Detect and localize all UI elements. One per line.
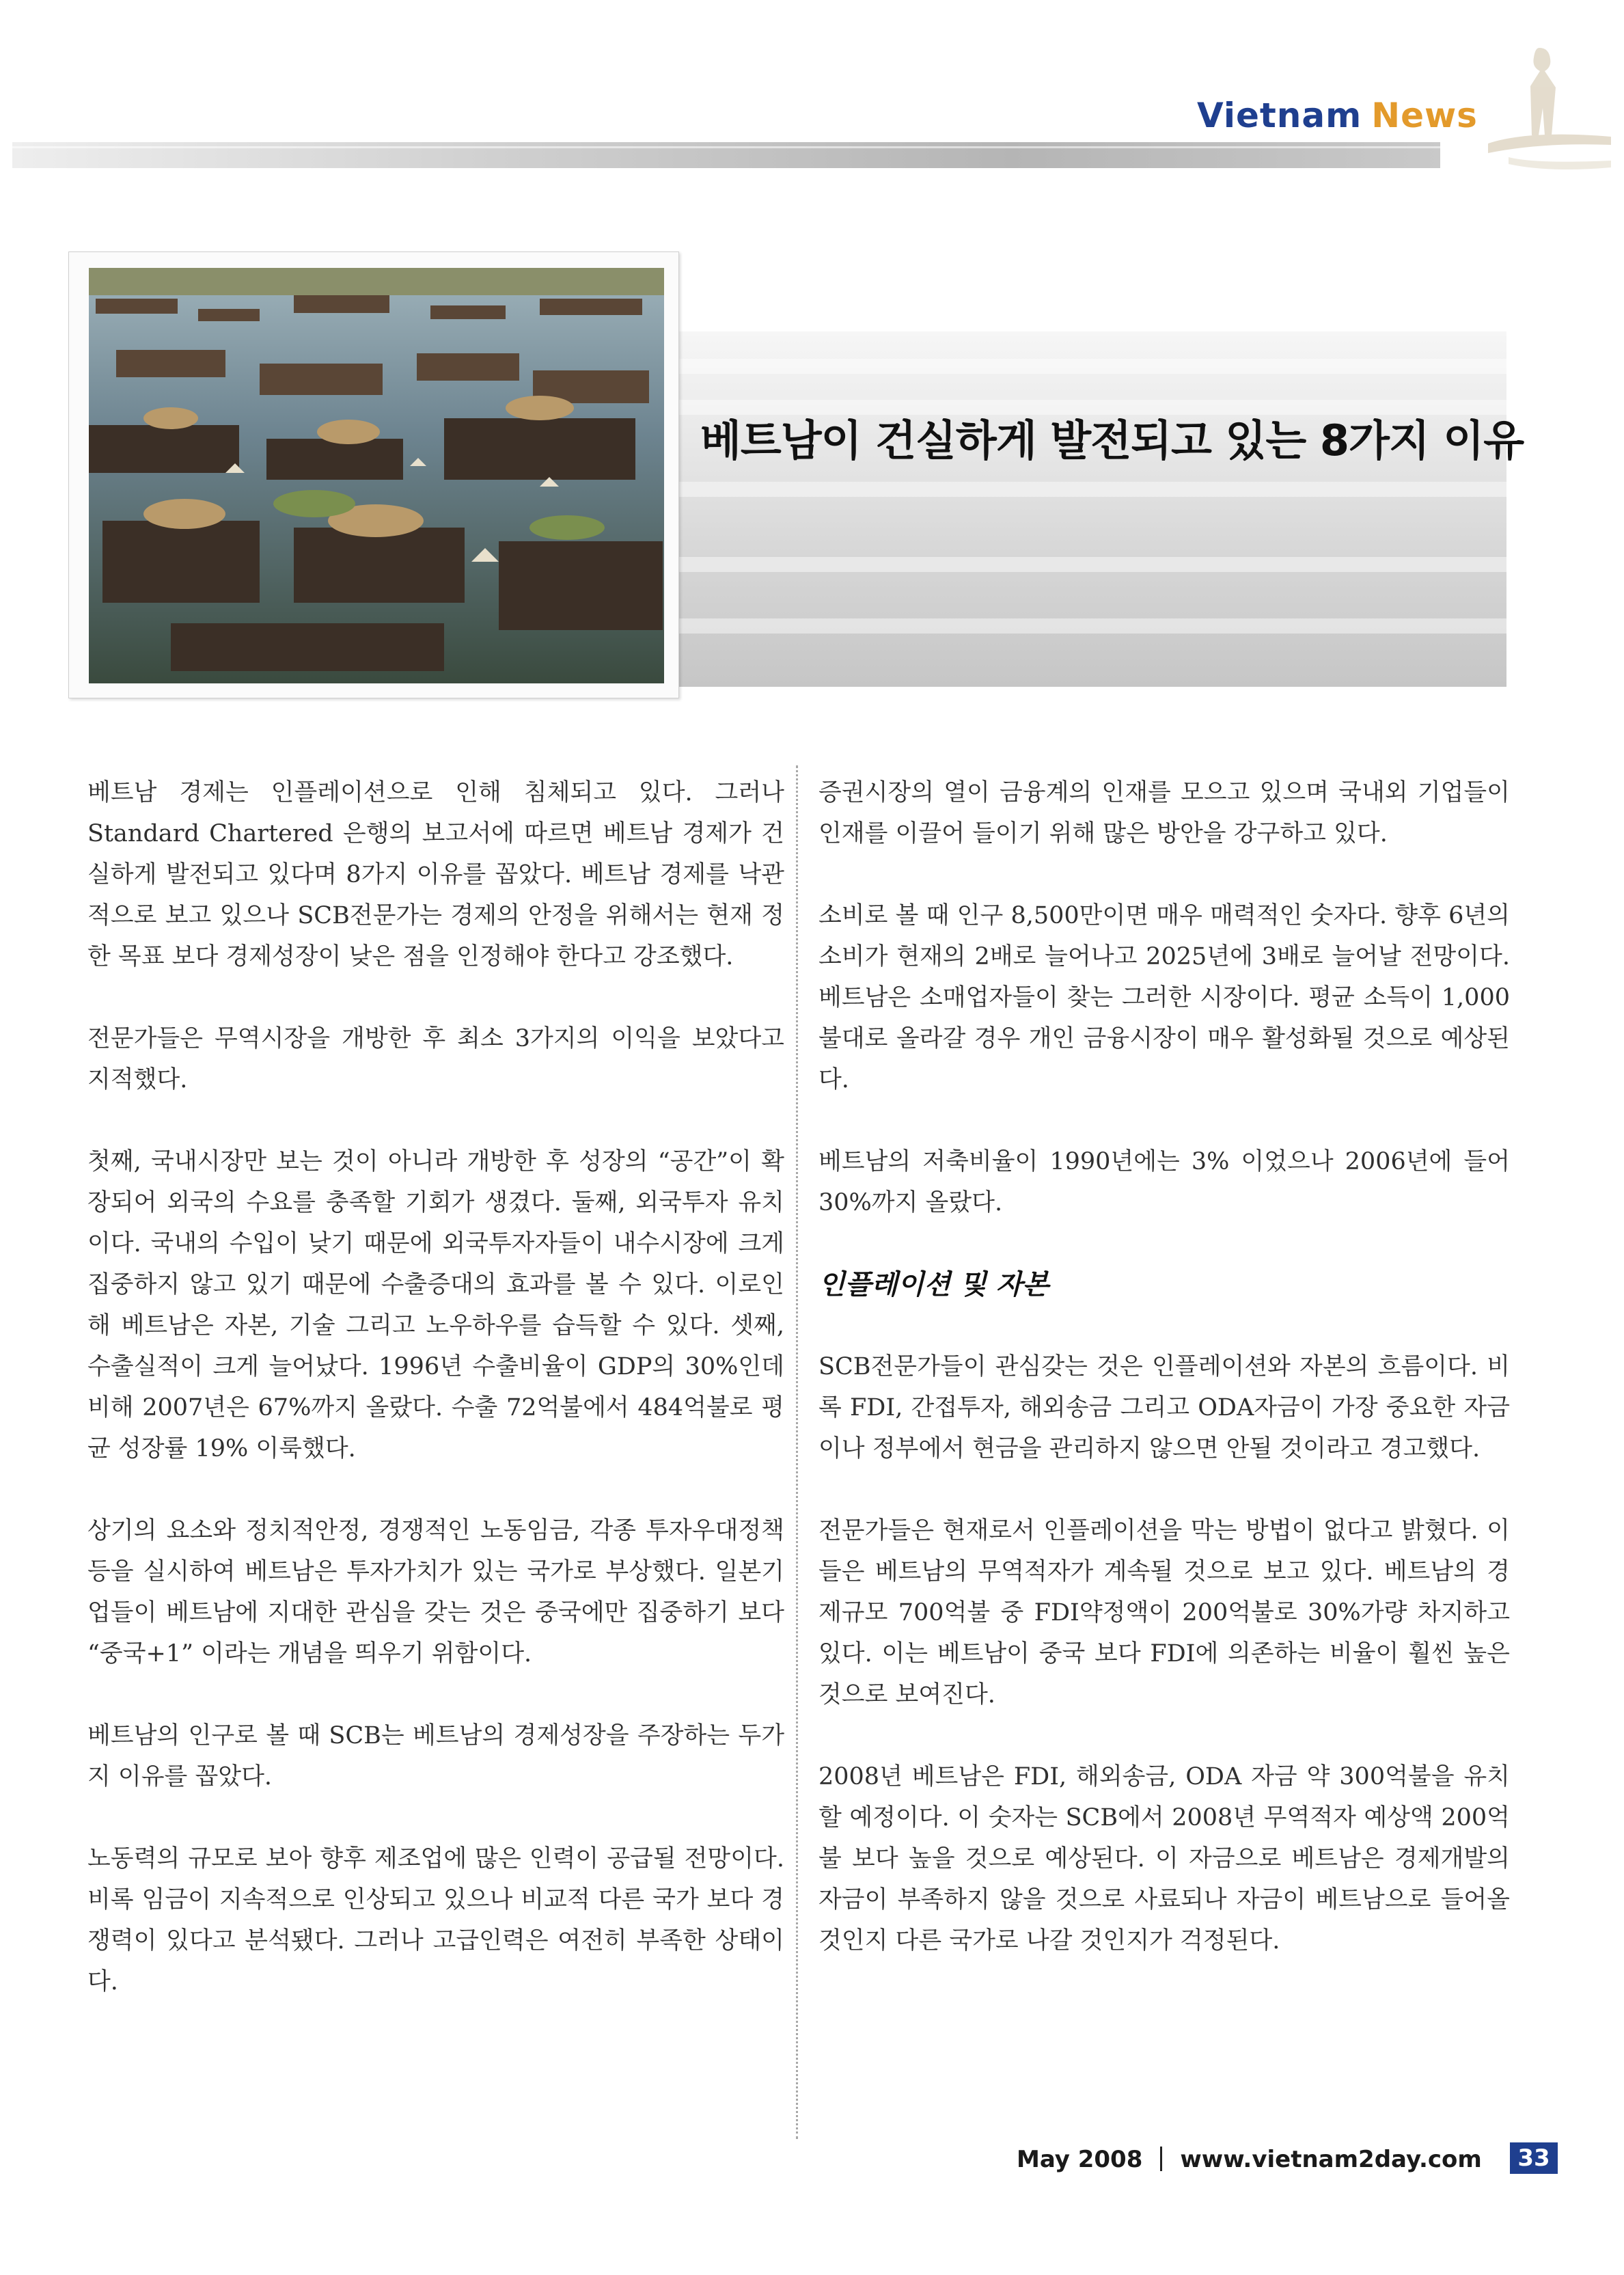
paragraph: 베트남 경제는 인플레이션으로 인해 침체되고 있다. 그러나 Standard Chartered 은행의 보고서에 따르면 베트남 경제가 건실하게 발전되고 있다며 8가지 이유를 꼽았다. 베트남 경제를 낙관적으로 보고 있으나 SCB전문가는 경제의 안정을 위해서는 현재 정한 목표 보다 경제성장이 낮은 점을 인정해야 한다고 강조했다. xyxy=(87,779,784,970)
paragraph: 상기의 요소와 정치적안정, 경쟁적인 노동임금, 각종 투자우대정책 등을 실시하여 베트남은 투자가치가 있는 국가로 부상했다. 일본기업들이 베트남에 지대한 관심을 갖는 것은 중국에만 집중하기 보다 “중국+1” 이라는 개념을 띄우기 위함이다. xyxy=(87,1517,784,1667)
magazine-section-title xyxy=(1197,96,1478,135)
paragraph: 2008년 베트남은 FDI, 해외송금, ODA 자금 약 300억불을 유치할 예정이다. 이 숫자는 SCB에서 2008년 무역적자 예상액 200억불 보다 높을 것으로 예상된다. 이 자금으로 베트남은 경제개발의 자금이 부족하지 않을 것으로 사료되나 자금이 베트남으로 들어올 것인지 다른 국가로 나갈 것인지가 걱정된다. xyxy=(818,1763,1510,1954)
panel-stripe xyxy=(676,359,1506,374)
panel-stripe xyxy=(676,557,1506,572)
paragraph: 전문가들은 현재로서 인플레이션을 막는 방법이 없다고 밝혔다. 이들은 베트남의 무역적자가 계속될 것으로 보고 있다. 베트남의 경제규모 700억불 중 FDI약정액이 200억불로 30%가량 차지하고 있다. 이는 베트남이 중국 보다 FDI에 의존하는 비율이 훨씬 높은 것으로 보여진다. xyxy=(818,1517,1510,1708)
issue-date: May 2008 xyxy=(1017,2146,1143,2173)
website-url: www.vietnam2day.com xyxy=(1180,2146,1482,2173)
paragraph: 베트남의 인구로 볼 때 SCB는 베트남의 경제성장을 주장하는 두가지 이유를 꼽았다. xyxy=(87,1722,784,1790)
brand-accent: News xyxy=(1371,96,1478,135)
section-heading: 인플레이션 및 자본 xyxy=(818,1269,1049,1300)
footer-separator xyxy=(1160,2147,1162,2171)
page-number: 33 xyxy=(1510,2142,1558,2174)
brand-primary: Vietnam xyxy=(1197,96,1362,135)
paragraph: 증권시장의 열이 금융계의 인재를 모으고 있으며 국내외 기업들이 인재를 이끌어 들이기 위해 많은 방안을 강구하고 있다. xyxy=(818,779,1510,847)
panel-stripe xyxy=(676,618,1506,634)
paragraph: 첫째, 국내시장만 보는 것이 아니라 개방한 후 성장의 “공간”이 확장되어 외국의 수요를 충족할 기회가 생겼다. 둘째, 외국투자 유치이다. 국내의 수입이 낮기 때문에 외국투자자들이 내수시장에 크게 집중하지 않고 있기 때문에 수출증대의 효과를 볼 수 있다. 이로인해 베트남은 자본, 기술 그리고 노우하우를 습득할 수 있다. 셋째, 수출실적이 크게 늘어났다. 1996년 수출비율이 GDP의 30%인데 비해 2007년은 67%까지 올랐다. 수출 72억불에서 484억불로 평균 성장률 19% 이룩했다. xyxy=(87,1148,784,1462)
panel-stripe xyxy=(676,482,1506,497)
article-left-column xyxy=(87,772,784,2043)
column-divider xyxy=(796,765,798,2139)
floating-market-photo xyxy=(89,268,664,683)
article-title: 베트남이 건실하게 발전되고 있는 8가지 이유 xyxy=(700,416,1524,465)
paragraph: 전문가들은 무역시장을 개방한 후 최소 3가지의 이익을 보았다고 지적했다. xyxy=(87,1025,784,1093)
header-bar xyxy=(12,142,1440,168)
title-panel xyxy=(676,331,1506,687)
article-right-column xyxy=(818,772,1510,2002)
page-footer xyxy=(1017,2146,1482,2173)
decorative-figure-icon xyxy=(1447,41,1624,198)
paragraph: SCB전문가들이 관심갖는 것은 인플레이션와 자본의 흐름이다. 비록 FDI, 간접투자, 해외송금 그리고 ODA자금이 가장 중요한 자금이나 정부에서 현금을 관리하지 않으면 안될 것이라고 경고했다. xyxy=(818,1353,1510,1462)
paragraph: 노동력의 규모로 보아 향후 제조업에 많은 인력이 공급될 전망이다. 비록 임금이 지속적으로 인상되고 있으나 비교적 다른 국가 보다 경쟁력이 있다고 분석됐다. 그러나 고급인력은 여전히 부족한 상태이다. xyxy=(87,1845,784,1995)
paragraph: 베트남의 저축비율이 1990년에는 3% 이었으나 2006년에 들어 30%까지 올랐다. xyxy=(818,1148,1510,1216)
paragraph: 소비로 볼 때 인구 8,500만이면 매우 매력적인 숫자다. 향후 6년의 소비가 현재의 2배로 늘어나고 2025년에 3배로 늘어날 전망이다. 베트남은 소매업자들이 찾는 그러한 시장이다. 평균 소득이 1,000불대로 올라갈 경우 개인 금융시장이 매우 활성화될 것으로 예상된다. xyxy=(818,902,1510,1093)
